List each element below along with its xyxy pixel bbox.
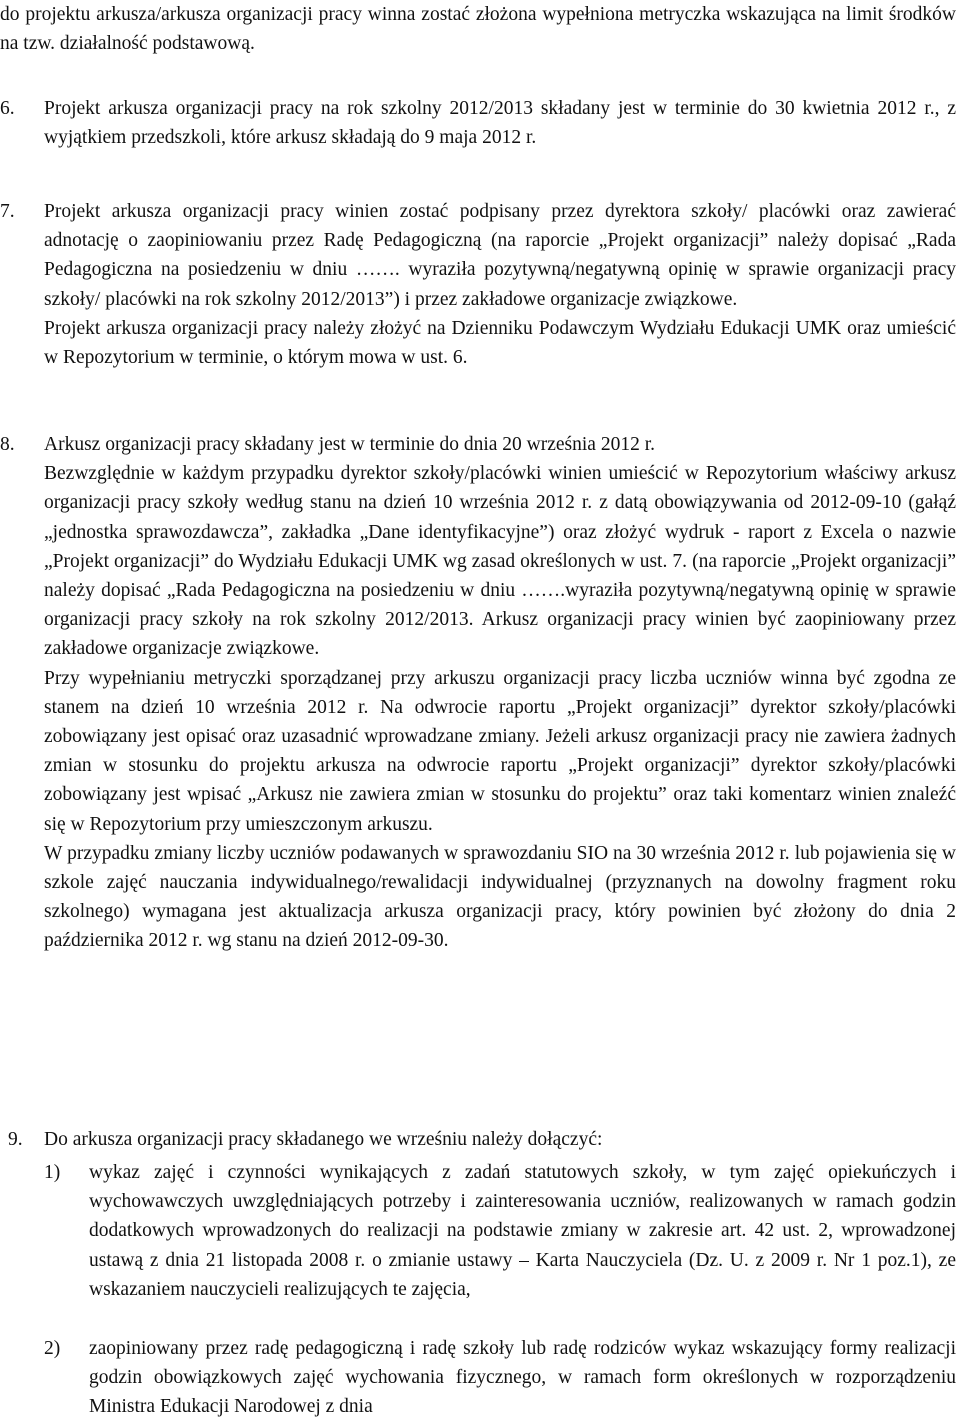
item-8-paragraph-2: Bezwzględnie w każdym przypadku dyrektor szkoły/placówki winien umieścić w Repozytorium właściwy arkusz organizacji pracy szkoły według stanu na dzień 10 września 2012 r. z datą obowiązywania od 2012-09-10 (gałąź „jednostka sprawozdawcza”, zakładka „Dane identyfikacyjne”) oraz złożyć wydruk - raport z Excela o nazwie „Projekt organizacji” do Wydziału Edukacji UMK wg zasad określonych w ust. 7. (na raporcie „Projekt organizacji” należy dopisać „Rada Pedagogiczna na posiedzeniu w dniu …….wyraziła pozytywną/negatywną opinię w sprawie organizacji pracy szkoły na rok szkolny 2012/2013. Arkusz organizacji pracy winien być zaopiniowany przez zakładowe organizacje związkowe.	[44, 463, 956, 660]
item-8-paragraph-3: Przy wypełnianiu metryczki sporządzanej przy arkuszu organizacji pracy liczba uczniów winna być zgodna ze stanem na dzień 10 września 2012 r. Na odwrocie raportu „Projekt organizacji” dyrektor szkoły/placówki zobowiązany jest opisać oraz uzasadnić wprowadzane zmiany. Jeżeli arkusz organizacji pracy nie zawiera żadnych zmian w stosunku do projektu arkusza na odwrocie raportu „Projekt organizacji” dyrektor szkoły/placówki zobowiązany jest wpisać „Arkusz nie zawiera zmian w stosunku do projektu” oraz taki komentarz winien znaleźć się w Repozytorium przy umieszczonym arkuszu.	[44, 667, 956, 835]
item-8-body	[44, 430, 956, 956]
subitem-number: 2)	[44, 1338, 61, 1359]
intro-paragraph	[0, 0, 956, 58]
item-7-paragraph-2: Projekt arkusza organizacji pracy należy złożyć na Dzienniku Podawczym Wydziału Edukacji UMK oraz umieścić w Repozytorium w terminie, o którym mowa w ust. 6.	[44, 317, 956, 369]
subitem-text: zaopiniowany przez radę pedagogiczną i radę szkoły lub radę rodziców wykaz wskazujący formy realizacji godzin obowiązkowych zajęć wychowania fizycznego, w ramach form określonych w rozporządzeniu Ministra Edukacji Narodowej z dnia	[89, 1338, 956, 1418]
item-number: 9.	[8, 1129, 23, 1150]
item-9-body	[44, 1125, 956, 1154]
subitem-number: 1)	[44, 1162, 61, 1183]
item-9-paragraph-1: Do arkusza organizacji pracy składanego we wrześniu należy dołączyć:	[44, 1129, 603, 1150]
item-8-paragraph-4: W przypadku zmiany liczby uczniów podawanych w sprawozdaniu SIO na 30 września 2012 r. lub pojawienia się w szkole zajęć nauczania indywidualnego/rewalidacji indywidualnej (przyznanych na dowolny fragment roku szkolnego) wymagana jest aktualizacja arkusza organizacji pracy, który powinien być złożony do dnia 2 października 2012 r. wg stanu na dzień 2012-09-30.	[44, 842, 956, 952]
item-number: 8.	[0, 434, 15, 455]
item-7-body	[44, 197, 956, 372]
item-6-paragraph-1: Projekt arkusza organizacji pracy na rok szkolny 2012/2013 składany jest w terminie do 30 kwietnia 2012 r., z wyjątkiem przedszkoli, które arkusz składają do 9 maja 2012 r.	[44, 98, 956, 149]
item-8-paragraph-1: Arkusz organizacji pracy składany jest w terminie do dnia 20 września 2012 r.	[44, 434, 656, 455]
item-7-paragraph-1: Projekt arkusza organizacji pracy winien zostać podpisany przez dyrektora szkoły/ placówki oraz zawierać adnotację o zaopiniowaniu przez Radę Pedagogiczną (na raporcie „Projekt organizacji” należy dopisać „Rada Pedagogiczna na posiedzeniu w dniu ……. wyraziła pozytywną/negatywną opinię w sprawie organizacji pracy szkoły/ placówki na rok szkolny 2012/2013”) i przez zakładowe organizacje związkowe.	[44, 201, 956, 310]
item-number: 6.	[0, 98, 15, 119]
item-number: 7.	[0, 201, 15, 222]
item-6-body	[44, 94, 956, 152]
subitem-text: wykaz zajęć i czynności wynikających z zadań statutowych szkoły, w tym zajęć opiekuńczych i wychowawczych uwzględniających potrzeby i zainteresowania uczniów, realizowanych w ramach godzin dodatkowych wprowadzonych do realizacji na podstawie zmiany w zakresie art. 42 ust. 2, wprowadzonej ustawą z dnia 21 listopada 2008 r. o zmianie ustawy – Karta Nauczyciela (Dz. U. z 2009 r. Nr 1 poz.1), ze wskazaniem nauczycieli realizujących te zajęcia,	[89, 1162, 956, 1300]
intro-text: do projektu arkusza/arkusza organizacji pracy winna zostać złożona wypełniona metryczka wskazująca na limit środków na tzw. działalność podstawową.	[0, 4, 956, 55]
